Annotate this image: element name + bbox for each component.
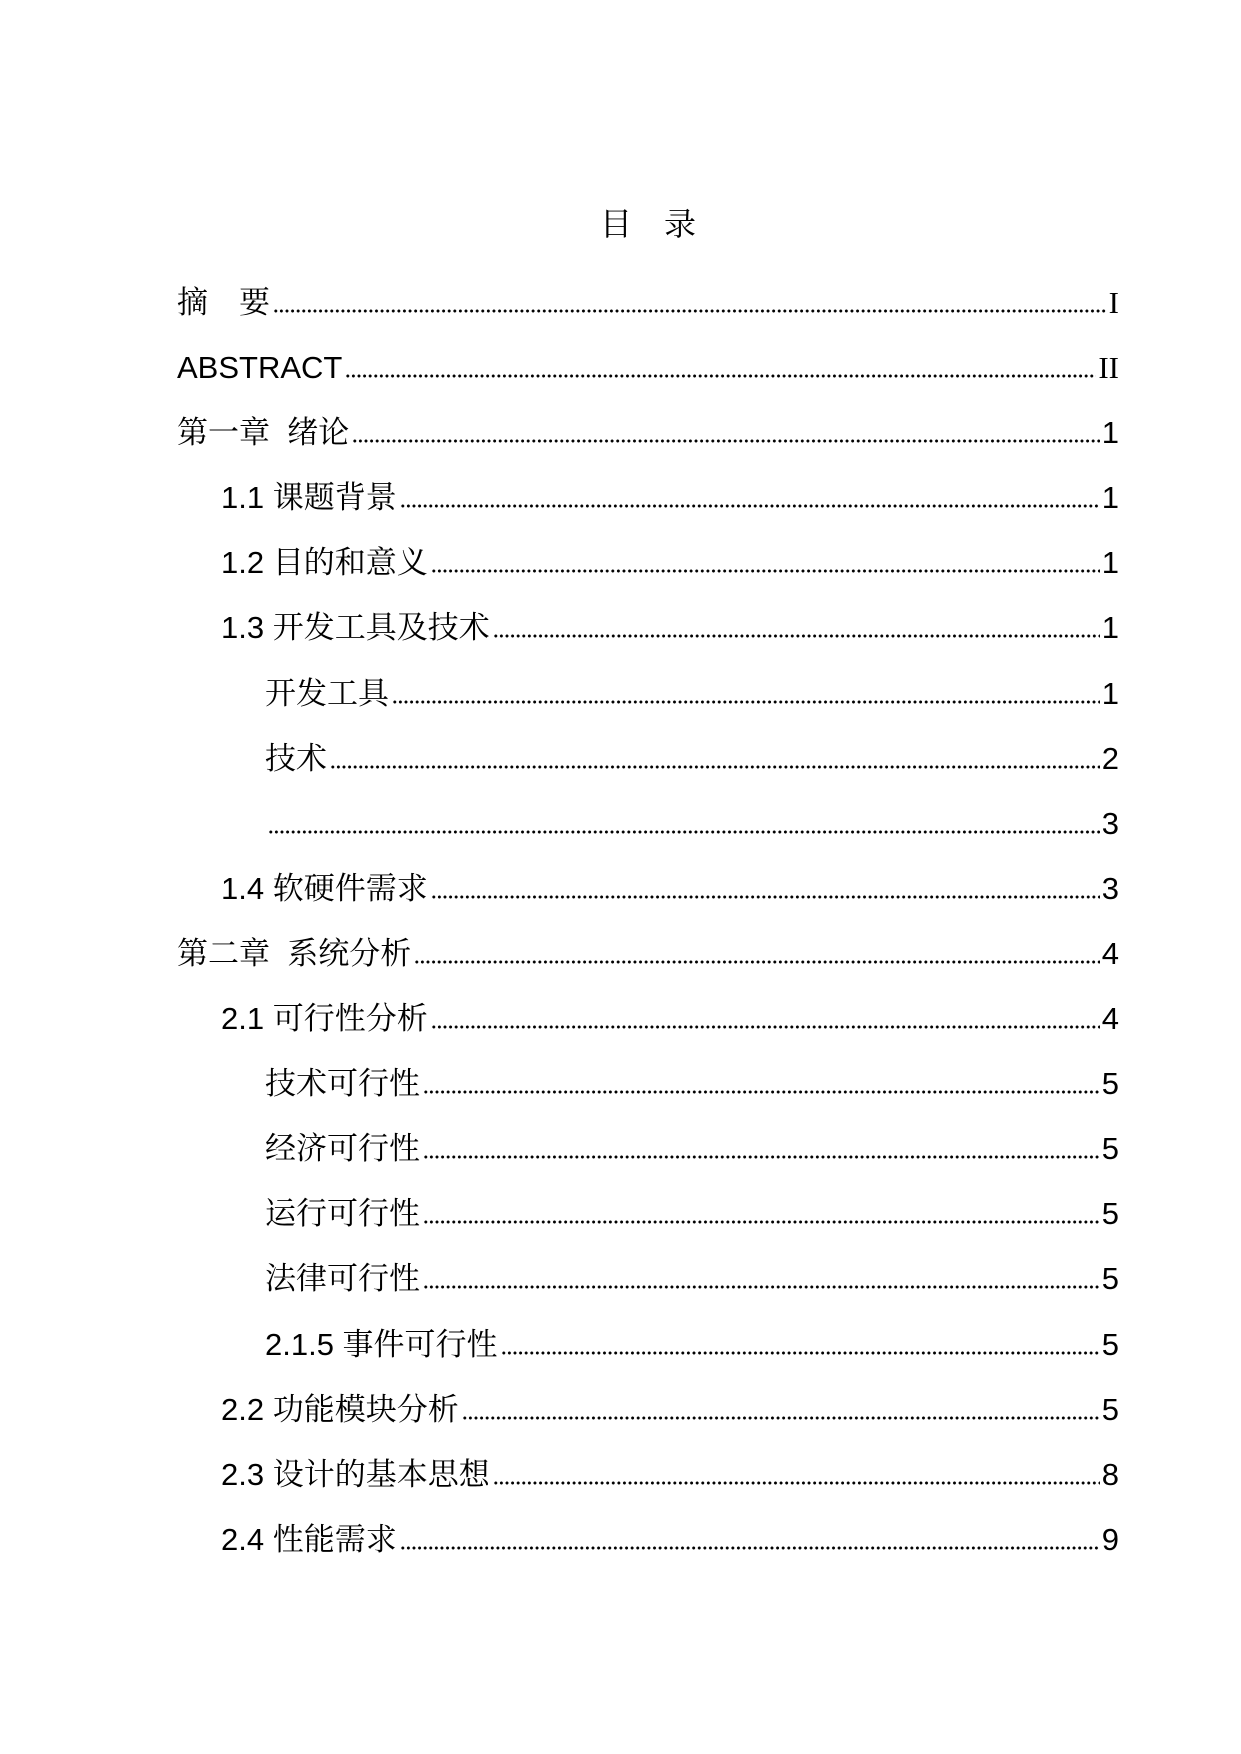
toc-entry-page: 4	[1101, 1001, 1119, 1037]
dot-leader	[423, 1090, 1100, 1094]
toc-entry-label: 运行可行性	[265, 1196, 420, 1232]
toc-entry-page: 5	[1101, 1066, 1119, 1102]
toc-entry-page: 3	[1101, 870, 1119, 906]
toc-entry	[177, 270, 1119, 335]
toc-entry	[177, 1051, 1119, 1116]
toc-entry-page: 2	[1101, 740, 1119, 776]
toc-entry	[177, 921, 1119, 986]
toc-entry-page: 5	[1101, 1261, 1119, 1297]
toc-entry-label: 第一章 绪论	[177, 415, 350, 451]
toc-entry	[177, 1507, 1119, 1572]
dot-leader	[268, 830, 1100, 834]
toc-entry	[177, 856, 1119, 921]
toc-entry	[177, 1116, 1119, 1181]
toc-entry-page: 1	[1101, 415, 1119, 451]
toc-entry-label: 2.1 可行性分析	[221, 1001, 428, 1037]
toc-entry-page: I	[1108, 285, 1119, 320]
toc-entry	[177, 1246, 1119, 1311]
toc-entry-label: 法律可行性	[265, 1261, 420, 1297]
toc-entry-page: 5	[1101, 1196, 1119, 1232]
toc-entry-label: 2.4 性能需求	[221, 1521, 397, 1557]
toc-entry-page: II	[1098, 350, 1119, 386]
toc-entry-label: 技术可行性	[265, 1066, 420, 1102]
dot-leader	[330, 765, 1100, 769]
toc-entry-page: 1	[1101, 480, 1119, 516]
dot-leader	[423, 1285, 1100, 1289]
toc-entry-label: 1.1 课题背景	[221, 480, 397, 516]
toc-entry	[177, 986, 1119, 1051]
toc-entry	[177, 1312, 1119, 1377]
toc-entry-label: 2.2 功能模块分析	[221, 1391, 459, 1427]
dot-leader	[273, 309, 1107, 313]
toc-entry-label: 摘 要	[177, 285, 270, 320]
dot-leader	[400, 1546, 1100, 1550]
dot-leader	[431, 895, 1100, 899]
dot-leader	[462, 1416, 1100, 1420]
toc-entry-label: 第二章 系统分析	[177, 935, 412, 971]
dot-leader	[414, 960, 1100, 964]
dot-leader	[431, 569, 1100, 573]
toc-entry-page: 9	[1101, 1521, 1119, 1557]
toc-entry-label: 1.3 开发工具及技术	[221, 610, 490, 646]
toc-entry	[177, 726, 1119, 791]
toc-entry-label: 开发工具	[265, 675, 389, 711]
toc-entry	[177, 1181, 1119, 1246]
toc-entry	[177, 400, 1119, 465]
dot-leader	[392, 700, 1100, 704]
toc-entry-page: 1	[1101, 675, 1119, 711]
toc-entry-label: 技术	[265, 740, 327, 776]
dot-leader	[400, 504, 1100, 508]
toc-entry-label: 经济可行性	[265, 1131, 420, 1167]
toc-entry	[177, 465, 1119, 530]
toc-entry-page: 4	[1101, 935, 1119, 971]
toc-entry-label: ABSTRACT	[177, 350, 343, 386]
toc-entry-page: 5	[1101, 1326, 1119, 1362]
dot-leader	[431, 1025, 1100, 1029]
toc-entry-page: 8	[1101, 1456, 1119, 1492]
toc-entry	[177, 791, 1119, 856]
toc-entry	[177, 1377, 1119, 1442]
toc-entry	[177, 1442, 1119, 1507]
dot-leader	[501, 1351, 1100, 1355]
toc-entry	[177, 335, 1119, 400]
table-of-contents	[177, 270, 1119, 1572]
toc-entry-label: 2.3 设计的基本思想	[221, 1456, 490, 1492]
toc-entry-page: 5	[1101, 1131, 1119, 1167]
toc-entry-page: 5	[1101, 1391, 1119, 1427]
dot-leader	[423, 1155, 1100, 1159]
dot-leader	[493, 1481, 1100, 1485]
toc-entry-label: 1.4 软硬件需求	[221, 870, 428, 906]
toc-entry-page: 1	[1101, 545, 1119, 581]
toc-entry	[177, 661, 1119, 726]
toc-entry	[177, 530, 1119, 595]
toc-entry-page: 1	[1101, 610, 1119, 646]
toc-entry	[177, 595, 1119, 660]
dot-leader	[493, 634, 1100, 638]
toc-entry-label: 1.2 目的和意义	[221, 545, 428, 581]
dot-leader	[423, 1220, 1100, 1224]
dot-leader	[345, 374, 1096, 378]
toc-entry-label: 2.1.5 事件可行性	[265, 1326, 498, 1362]
dot-leader	[352, 439, 1100, 443]
toc-title: 目 录	[599, 206, 696, 242]
toc-entry-page: 3	[1101, 805, 1119, 841]
